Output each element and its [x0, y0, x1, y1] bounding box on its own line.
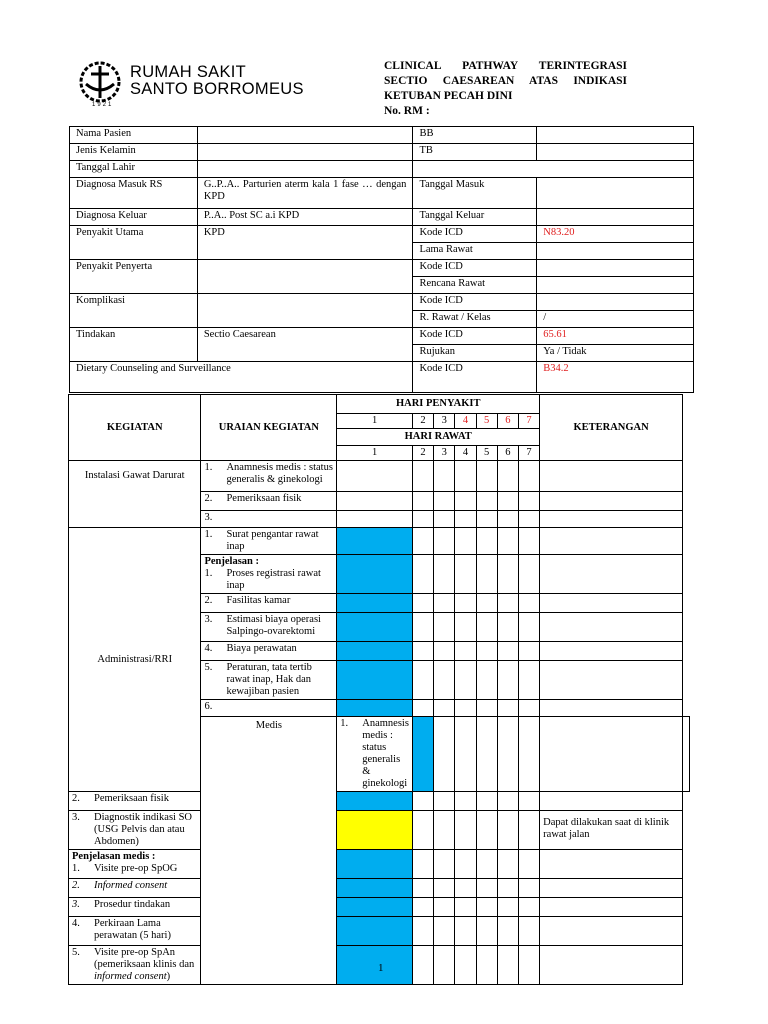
table-row: R. Rawat / Kelas /: [70, 311, 694, 328]
table-row: 5. Visite pre-op SpAn (pemeriksaan klinis dan informed consent): [69, 946, 690, 985]
optional-day-cell[interactable]: [337, 811, 413, 850]
founding-year: 1921: [92, 102, 114, 108]
table-row: Penjelasan : 1. Proses registrasi rawat inap: [69, 555, 690, 594]
note-cell: Dapat dilakukan saat di klinik rawat jalan: [540, 811, 683, 850]
scheduled-day-cell[interactable]: [337, 613, 413, 642]
section-medis: Medis: [201, 717, 337, 985]
icd-code: N83.20: [537, 226, 694, 243]
scheduled-day-cell[interactable]: [337, 898, 413, 917]
icd-code: B34.2: [537, 362, 694, 393]
table-row: 2. Pemeriksaan fisik: [69, 492, 690, 511]
scheduled-day-cell[interactable]: [337, 879, 413, 898]
table-row: Diagnosa Keluar P..A.. Post SC a.i KPD Tanggal Keluar: [70, 209, 694, 226]
hospital-logo: [78, 60, 308, 118]
table-row: 3. Estimasi biaya operasi Salpingo-ovarektomi: [69, 613, 690, 642]
table-row: 5. Peraturan, tata tertib rawat inap, Hak dan kewajiban pasien: [69, 661, 690, 700]
medical-record-number-label: No. RM :: [384, 105, 430, 117]
header-hari-penyakit: HARI PENYAKIT: [337, 395, 540, 414]
header-keterangan: KETERANGAN: [540, 395, 683, 461]
table-row: Nama Pasien BB: [70, 127, 694, 144]
header-uraian: URAIAN KEGIATAN: [201, 395, 337, 461]
document-title: CLINICAL PATHWAY TERINTEGRASI SECTIO CAESAREAN ATAS INDIKASI KETUBAN PECAH DINI No. RM :: [384, 60, 627, 117]
table-row: Penyakit Penyerta Kode ICD: [70, 260, 694, 277]
page-number: 1: [378, 962, 384, 974]
hospital-emblem-icon: [78, 60, 122, 104]
table-row: Tanggal Lahir: [70, 161, 694, 178]
clinical-pathway-table: KEGIATAN URAIAN KEGIATAN HARI PENYAKIT KETERANGAN 1 2 3 4 5 6 7 HARI RAWAT 1 2 3 4 5 6 7 Instalasi Gawat Darurat 1. Anamnesis medis : status generalis & ginekologi 2. Pemeriksaan fisik 3. Administrasi/RRI 1. Surat pengantar rawat inap Penjelasan : 1. Proses registrasi rawat inap 2. Fasilitas kamar 3. Estimasi biaya operasi Salpingo-ovarektomi 4. Biaya perawatan 5. Peraturan, tata tertib rawat inap, Hak dan kewajiban pasien 6. Medis 1. Anamnesis medis : status generalis & ginekologi 2. Pemeriksaan fisik 3. Diagnostik indikasi SO (USG Pelvis dan atau Abdomen) Dapat dilakukan saat di klinik rawat jalan Penjelasan medis : 1. Visite pre-op SpOG 2. Informed consent 3. Prosedur tindakan 4. Perkiraan Lama perawatan (5 hari) 5. Visite pre-op SpAn (pemeriksaan klinis dan informed consent): [68, 394, 690, 985]
section-administrasi: Administrasi/RRI: [69, 528, 201, 792]
table-row: Penjelasan medis : 1. Visite pre-op SpOG: [69, 850, 690, 879]
icd-code: 65.61: [537, 328, 694, 345]
scheduled-day-cell[interactable]: [337, 700, 413, 717]
table-row: Tindakan Sectio Caesarean Kode ICD 65.61: [70, 328, 694, 345]
patient-identity-table: [69, 126, 694, 393]
table-row: 3. Prosedur tindakan: [69, 898, 690, 917]
scheduled-day-cell[interactable]: [337, 792, 413, 811]
scheduled-day-cell[interactable]: [337, 642, 413, 661]
table-row: Penyakit Utama KPD Kode ICD N83.20: [70, 226, 694, 243]
table-row: 3.: [69, 511, 690, 528]
table-row: 2. Fasilitas kamar: [69, 594, 690, 613]
table-row: 4. Biaya perawatan: [69, 642, 690, 661]
table-row: 3. Diagnostik indikasi SO (USG Pelvis dan atau Abdomen) Dapat dilakukan saat di klinik rawat jalan: [69, 811, 690, 850]
table-row: 4. Perkiraan Lama perawatan (5 hari): [69, 917, 690, 946]
header-hari-rawat: HARI RAWAT: [337, 429, 540, 446]
table-row: Medis 1. Anamnesis medis : status generalis & ginekologi: [69, 717, 690, 792]
table-row: Rencana Rawat: [70, 277, 694, 294]
table-row: 2. Informed consent: [69, 879, 690, 898]
scheduled-day-cell[interactable]: [337, 917, 413, 946]
table-row: Lama Rawat: [70, 243, 694, 260]
scheduled-day-cell[interactable]: [337, 528, 413, 555]
scheduled-day-cell[interactable]: [337, 661, 413, 700]
scheduled-day-cell[interactable]: [337, 555, 413, 594]
scheduled-day-cell[interactable]: [337, 850, 413, 879]
table-row: 6.: [69, 700, 690, 717]
table-row: Dietary Counseling and Surveillance Kode ICD B34.2: [70, 362, 694, 393]
header-kegiatan: KEGIATAN: [69, 395, 201, 461]
table-row: Jenis Kelamin TB: [70, 144, 694, 161]
table-row: Administrasi/RRI 1. Surat pengantar rawat inap: [69, 528, 690, 555]
scheduled-day-cell[interactable]: [337, 594, 413, 613]
table-row: Komplikasi Kode ICD: [70, 294, 694, 311]
section-igd: Instalasi Gawat Darurat: [69, 461, 201, 528]
scheduled-day-cell[interactable]: [337, 946, 413, 985]
scheduled-day-cell[interactable]: [412, 717, 433, 792]
table-row: Diagnosa Masuk RS G..P..A.. Parturien aterm kala 1 fase … dengan KPD Tanggal Masuk: [70, 178, 694, 209]
table-row: Rujukan Ya / Tidak: [70, 345, 694, 362]
hospital-name: RUMAH SAKIT SANTO BORROMEUS: [130, 63, 304, 98]
table-row: 2. Pemeriksaan fisik: [69, 792, 690, 811]
table-row: Instalasi Gawat Darurat 1. Anamnesis medis : status generalis & ginekologi: [69, 461, 690, 492]
